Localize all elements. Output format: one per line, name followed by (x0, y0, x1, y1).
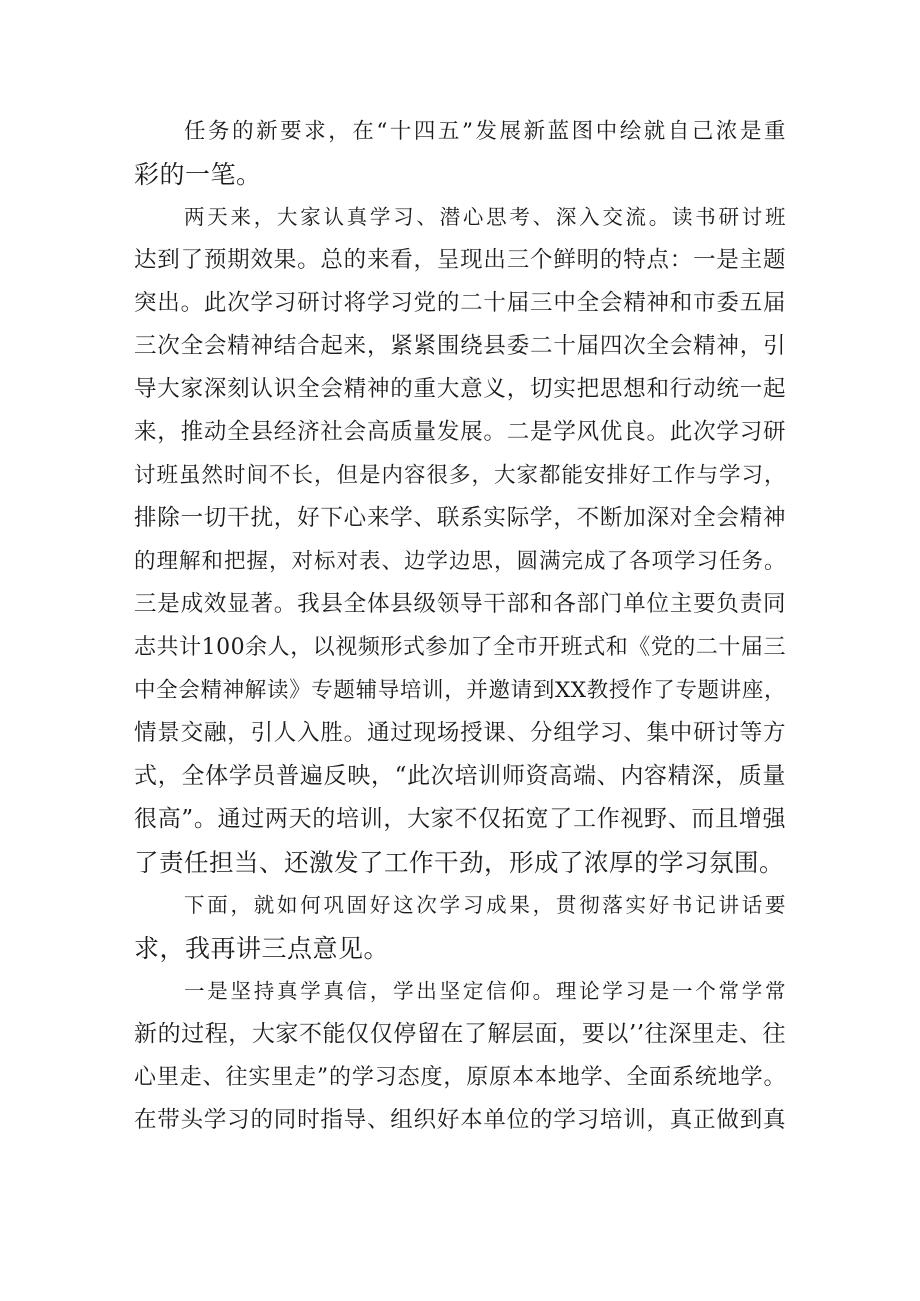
text-line: 在带头学习的同时指导、组织好本单位的学习培训，真正做到真 (134, 1107, 786, 1133)
text-line: 中全会精神解读》专题辅导培训，并邀请到XX教授作了专题讲座， (134, 678, 786, 703)
text-line: 来，推动全县经济社会高质量发展。二是学风优良。此次学习研 (134, 419, 786, 445)
text-line: 心里走、往实里走”的学习态度，原原本本地学、全面系统地学。 (134, 1065, 786, 1090)
paragraph-3 (134, 884, 786, 970)
text-line: 导大家深刻认识全会精神的重大意义，切实把思想和行动统一起 (134, 376, 786, 402)
text-line: 一是坚持真学真信，学出坚定信仰。理论学习是一个常学常 (184, 979, 786, 1003)
document-body (134, 110, 786, 1142)
paragraph-4 (134, 970, 786, 1142)
text-line: 很高”。通过两天的培训，大家不仅拓宽了工作视野、而且增强 (134, 806, 786, 832)
text-line: 突出。此次学习研讨将学习党的二十届三中全会精神和市委五届 (134, 290, 786, 316)
text-line: 了责任担当、还激发了工作干劲，形成了浓厚的学习氛围。 (134, 848, 784, 877)
text-line: 求，我再讲三点意见。 (134, 934, 390, 963)
text-line: 讨班虽然时间不长，但是内容很多，大家都能安排好工作与学习， (134, 463, 786, 488)
paragraph-2 (134, 196, 786, 884)
text-line: 彩的一笔。 (134, 160, 262, 189)
paragraph-1 (134, 110, 786, 196)
text-line: 下面，就如何巩固好这次学习成果，贯彻落实好书记讲话要 (184, 893, 786, 917)
text-line: 排除一切干扰，好下心来学、联系实际学，不断加深对全会精神 (134, 505, 786, 531)
text-line: 三是成效显著。我县全体县级领导干部和各部门单位主要负责同 (134, 591, 786, 617)
text-line: 志共计100余人，以视频形式参加了全市开班式和《党的二十届三 (134, 635, 786, 660)
text-line: 三次全会精神结合起来，紧紧围绕县委二十届四次全会精神，引 (134, 333, 786, 359)
text-line: 情景交融，引人入胜。通过现场授课、分组学习、集中研讨等方 (134, 720, 786, 746)
text-line: 达到了预期效果。总的来看，呈现出三个鲜明的特点：一是主题 (134, 247, 786, 273)
text-line: 新的过程，大家不能仅仅停留在了解层面，要以’’往深里走、往 (134, 1021, 786, 1047)
text-line: 的理解和把握，对标对表、边学边思，圆满完成了各项学习任务。 (134, 549, 786, 574)
text-line: 两天来，大家认真学习、潜心思考、深入交流。读书研讨班 (184, 205, 786, 229)
text-line: 式，全体学员普遍反映，“此次培训师资高端、内容精深，质量 (134, 763, 786, 789)
text-line: 任务的新要求，在“十四五”发展新蓝图中绘就自己浓是重 (184, 119, 786, 144)
